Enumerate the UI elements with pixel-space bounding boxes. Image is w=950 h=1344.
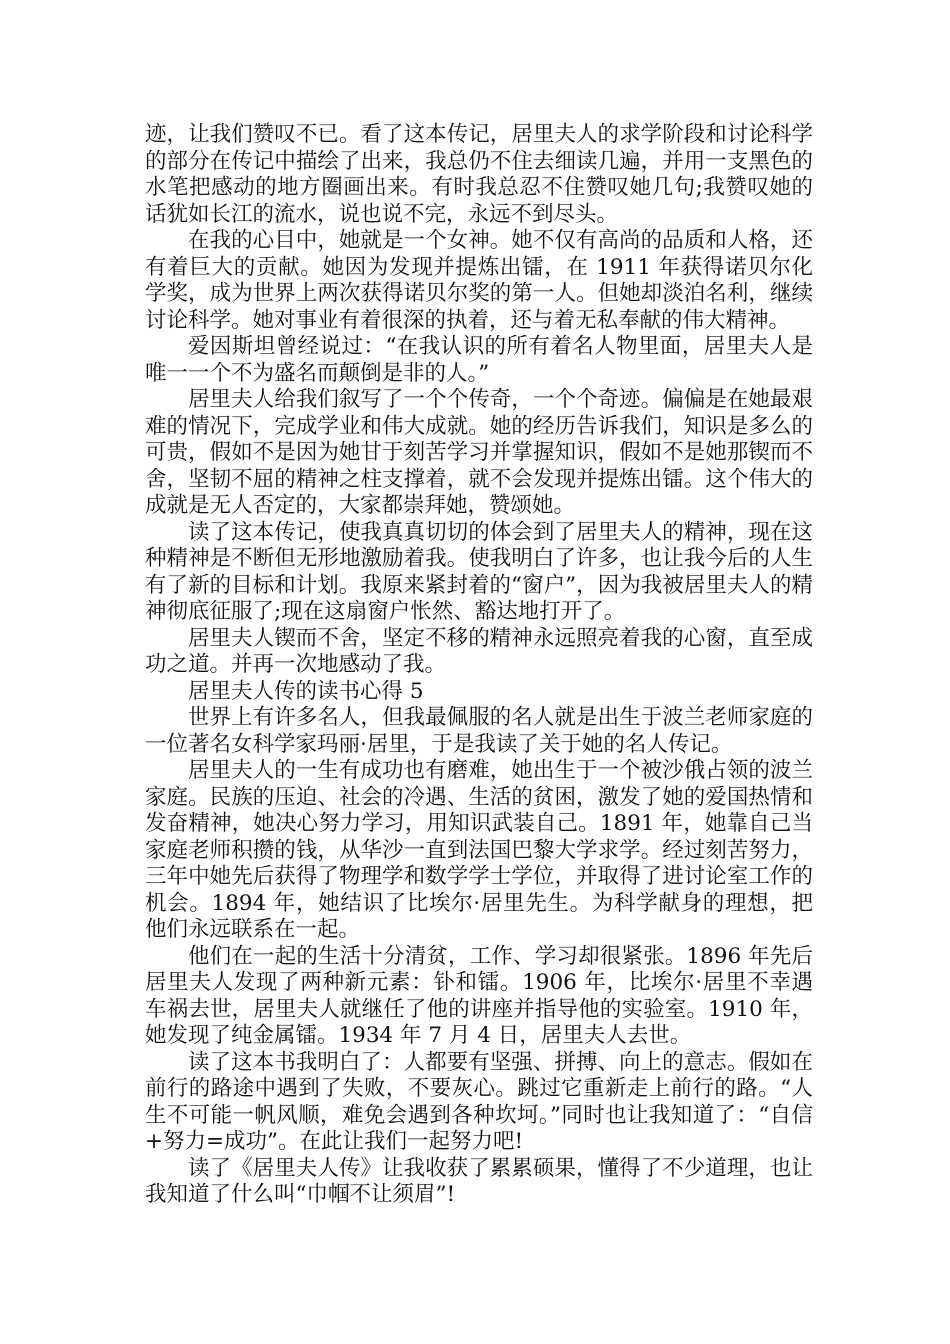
paragraph: 居里夫人的一生有成功也有磨难，她出生于一个被沙俄占领的波兰家庭。民族的压迫、社会的冷遇、生活的贫困，激发了她的爱国热情和发奋精神，她决心努力学习，用知识武装自己。1891 年，她靠自己当家庭老师积攒的钱，从华沙一直到法国巴黎大学求学。经过刻苦努力，三年中她先后获得了物理学和数学学士学位，并取得了进讨论室工作的机会。1894 年，她结识了比埃尔·居里先生。为科学献身的理想，把他们永远联系在一起。 <box>145 758 813 942</box>
paragraph: 读了这本传记，使我真真切切的体会到了居里夫人的精神，现在这种精神是不断但无形地激励着我。使我明白了许多，也让我今后的人生有了新的目标和计划。我原来紧封着的“窗户”，因为我被居里夫人的精神彻底征服了;现在这扇窗户怅然、豁达地打开了。 <box>145 519 813 624</box>
paragraph-continuation: 迹，让我们赞叹不已。看了这本传记，居里夫人的求学阶段和讨论科学的部分在传记中描绘了出来，我总仍不住去细读几遍，并用一支黑色的水笔把感动的地方圈画出来。有时我总忍不住赞叹她几句;我赞叹她的话犹如长江的流水，说也说不完，永远不到尽头。 <box>145 122 813 227</box>
paragraph: 读了《居里夫人传》让我收获了累累硕果，懂得了不少道理，也让我知道了什么叫“巾帼不让须眉”! <box>145 1155 813 1207</box>
paragraph: 他们在一起的生活十分清贫，工作、学习却很紧张。1896 年先后居里夫人发现了两种新元素：钋和镭。1906 年，比埃尔·居里不幸遇车祸去世，居里夫人就继任了他的讲座并指导他的实验室。1910 年，她发现了纯金属镭。1934 年 7 月 4 日，居里夫人去世。 <box>145 943 813 1048</box>
document-body <box>145 122 813 1209</box>
paragraph: 居里夫人锲而不舍，坚定不移的精神永远照亮着我的心窗，直至成功之道。并再一次地感动了我。 <box>145 625 813 677</box>
section-heading: 居里夫人传的读书心得 5 <box>188 678 424 704</box>
paragraph: 读了这本书我明白了：人都要有坚强、拼搏、向上的意志。假如在前行的路途中遇到了失败，不要灰心。跳过它重新走上前行的路。“人生不可能一帆风顺，难免会遇到各种坎坷。”同时也让我知道了：“自信+努力=成功”。在此让我们一起努力吧! <box>145 1049 813 1154</box>
paragraph: 居里夫人给我们叙写了一个个传奇，一个个奇迹。偏偏是在她最艰难的情况下，完成学业和伟大成就。她的经历告诉我们，知识是多么的可贵，假如不是因为她甘于刻苦学习并掌握知识，假如不是她那锲而不舍，坚韧不屈的精神之柱支撑着，就不会发现并提炼出镭。这个伟大的成就是无人否定的，大家都崇拜她，赞颂她。 <box>145 387 813 518</box>
paragraph: 世界上有许多名人，但我最佩服的名人就是出生于波兰老师家庭的一位著名女科学家玛丽·居里，于是我读了关于她的名人传记。 <box>145 705 813 757</box>
paragraph-quote: 爱因斯坦曾经说过：“在我认识的所有着名人物里面，居里夫人是唯一一个不为盛名而颠倒是非的人。” <box>145 334 813 386</box>
paragraph: 在我的心目中，她就是一个女神。她不仅有高尚的品质和人格，还有着巨大的贡献。她因为发现并提炼出镭，在 1911 年获得诺贝尔化学奖，成为世界上两次获得诺贝尔奖的第一人。但她却淡泊名利，继续讨论科学。她对事业有着很深的执着，还与着无私奉献的伟大精神。 <box>145 228 813 333</box>
